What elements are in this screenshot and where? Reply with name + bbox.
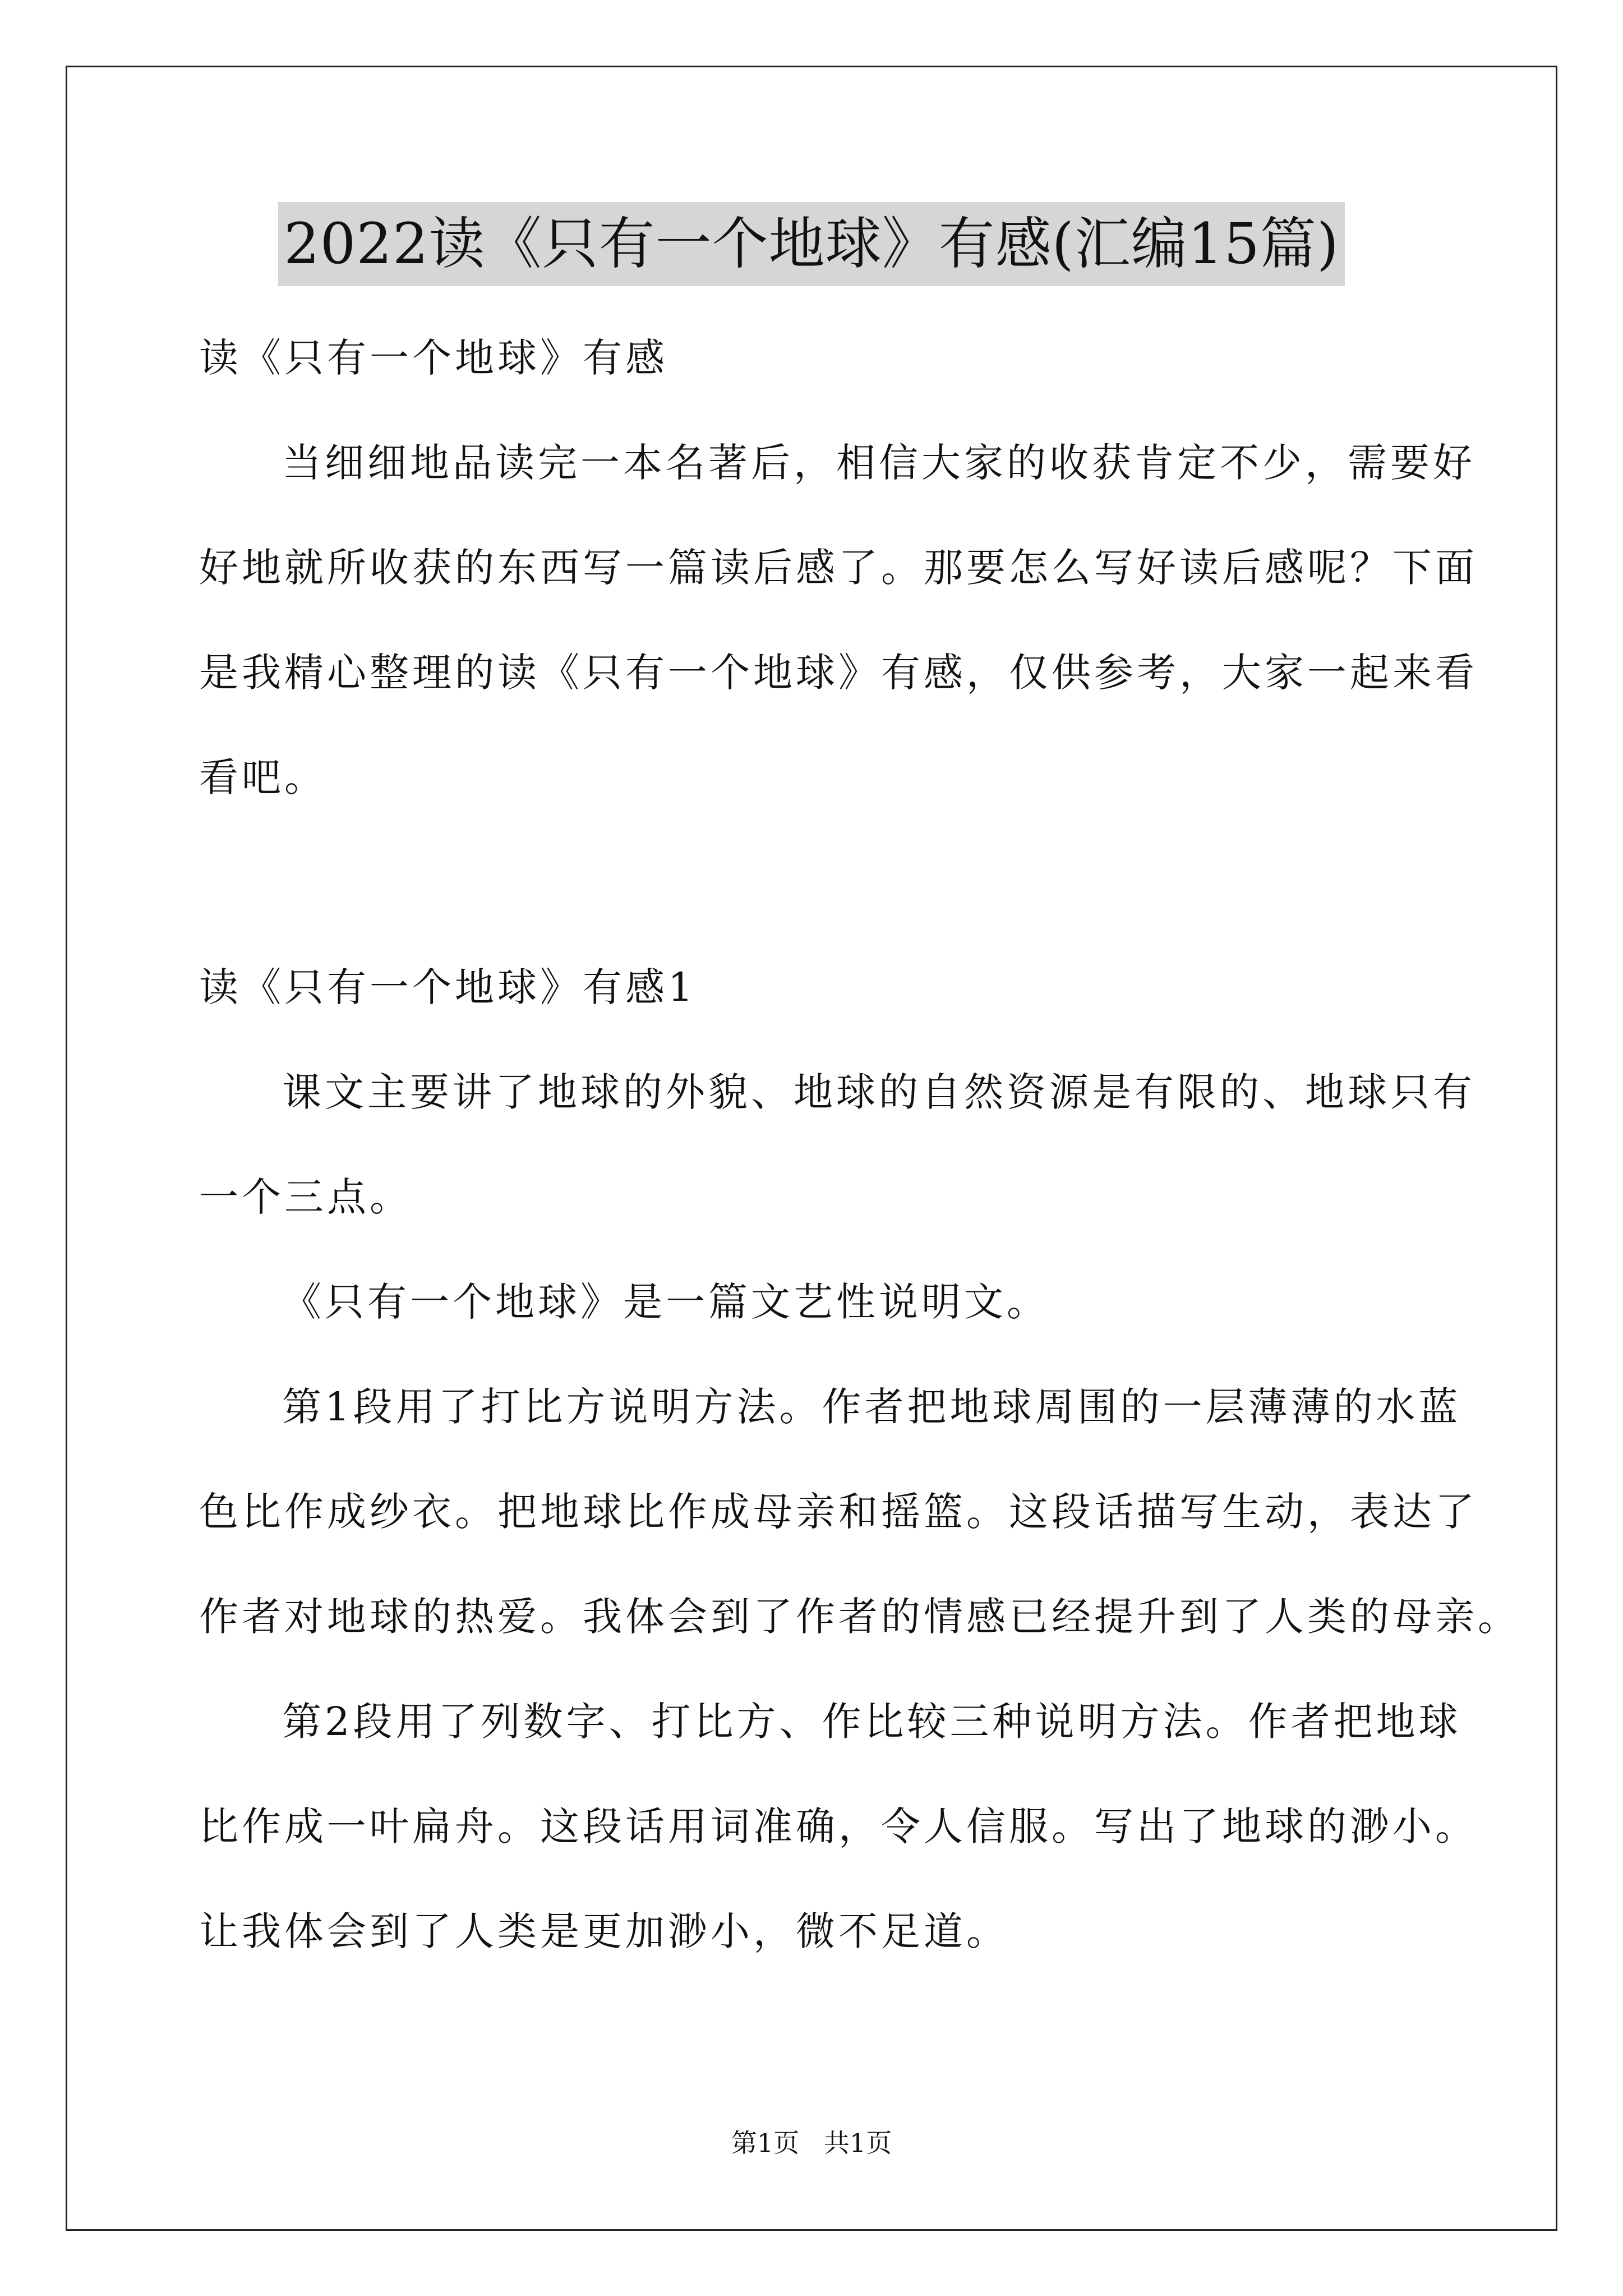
title-container — [0, 202, 1623, 286]
document-title: 2022读《只有一个地球》有感(汇编15篇) — [278, 202, 1345, 286]
text-line: 当细细地品读完一本名著后，相信大家的收获肯定不少，需要好 — [282, 440, 1476, 486]
text-line: 让我体会到了人类是更加渺小，微不足道。 — [199, 1908, 1009, 1954]
text-line: 色比作成纱衣。把地球比作成母亲和摇篮。这段话描写生动，表达了 — [199, 1489, 1478, 1535]
text-line: 看吧。 — [199, 754, 327, 800]
text-line: 是我精心整理的读《只有一个地球》有感，仅供参考，大家一起来看 — [199, 650, 1478, 696]
text-line: 比作成一叶扁舟。这段话用词准确，令人信服。写出了地球的渺小。 — [199, 1803, 1478, 1849]
text-line: 第1段用了打比方说明方法。作者把地球周围的一层薄薄的水蓝 — [282, 1384, 1461, 1430]
text-line: 作者对地球的热爱。我体会到了作者的情感已经提升到了人类的母亲。 — [199, 1594, 1520, 1640]
page-footer: 第1页 共1页 — [731, 2128, 892, 2158]
paragraph-gap — [199, 830, 1438, 935]
text-line: 好地就所收获的东西写一篇读后感了。那要怎么写好读后感呢？下面 — [199, 545, 1478, 591]
document-body — [199, 306, 1520, 1984]
text-line: 读《只有一个地球》有感 — [199, 335, 668, 381]
text-line: 一个三点。 — [199, 1174, 412, 1220]
text-line: 《只有一个地球》是一篇文艺性说明文。 — [282, 1279, 1049, 1325]
text-line: 第2段用了列数字、打比方、作比较三种说明方法。作者把地球 — [282, 1699, 1461, 1745]
text-line: 读《只有一个地球》有感1 — [199, 964, 697, 1010]
text-line: 课文主要讲了地球的外貌、地球的自然资源是有限的、地球只有 — [282, 1069, 1476, 1115]
